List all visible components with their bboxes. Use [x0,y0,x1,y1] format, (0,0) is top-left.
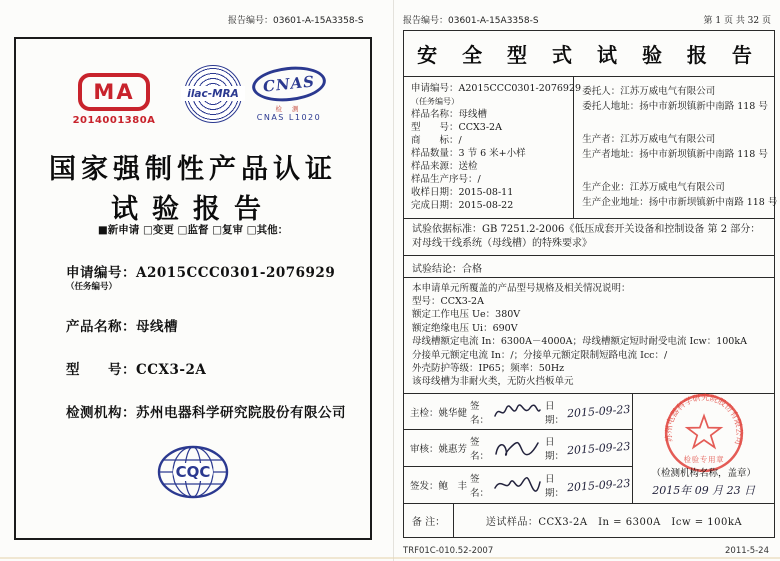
info-apply-no: 申请编号：A2015CCC0301-2076929 [411,82,582,94]
signature-row-approver [404,467,632,503]
info-producer-address: 生产者地址：扬中市新坝镇新中南路 118 号 [582,149,768,161]
seal-date: 2015年 09 月 23 日 [652,484,756,498]
reviewer-signature-icon [492,438,542,458]
tester-date: 2015-09-23 [566,402,631,421]
report-table [403,30,778,538]
report-title: 安 全 型 式 试 验 报 告 [404,31,774,77]
cnas-letters: CNAS [262,72,316,96]
coverage-line: 本申请单元所覆盖的产品型号规格及相关情况说明： [412,282,631,294]
cover-frame [14,37,372,540]
sample-info-section [404,77,778,219]
signature-row-reviewer [404,430,632,467]
date-label: 日期： [545,474,565,500]
date-label: 日期： [545,437,565,463]
info-serial: 样品生产序号：/ [411,174,481,186]
remark-value: 送试样品：CCX3-2A In = 6300A Icw = 100kA [485,517,743,529]
info-quantity: 样品数量：3 节 6 米+小样 [411,148,526,159]
info-sample-name: 样品名称：母线槽 [411,108,488,120]
coverage-section [404,278,774,394]
ilac-band [181,86,245,101]
reviewer-role: 审核：姚惠芳 [410,444,468,456]
cnas-oval-icon [250,63,327,105]
cover-field-product-name: 产品名称：母线槽 [66,319,178,335]
cqc-logo [16,444,370,504]
seal-note: （检测机构名称，盖章） [651,468,756,480]
sample-info-left-column [404,77,582,218]
cover-field-apply-no: 申请编号：A2015CCC0301-2076929 [66,265,336,281]
scan-edge-artifact [0,557,780,559]
form-code: TRF01C-010.52-2007 [403,546,494,556]
cnas-jiance-label: 检 测 [275,105,303,113]
signature-section [404,391,774,505]
date-label: 日期： [545,400,565,426]
info-model: 型 号：CCX3-2A [411,121,502,133]
svg-text:苏州电器科学研究院股份有限公司: 苏州电器科学研究院股份有限公司 [663,391,746,446]
coverage-line: 母线槽额定电流 In：6300A－4000A；母线槽额定短时耐受电流 Icw：100kA [412,336,747,348]
info-factory-address: 生产企业地址：扬中市新坝镇新中南路 118 号 [582,197,778,209]
coverage-line: 额定绝缘电压 Ui：690V [412,322,518,334]
info-client: 委托人：江苏万威电气有限公司 [582,85,716,97]
approver-date: 2015-09-23 [566,476,631,495]
svg-text:检验专用章: 检验专用章 [683,454,725,464]
cnas-logo [248,67,330,122]
cma-letters: MA [93,80,135,104]
cover-field-agency: 检测机构：苏州电器科学研究院股份有限公司 [66,405,346,421]
report-number: 报告编号：03601-A-15A3358-S [403,16,539,26]
coverage-line: 额定工作电压 Ue：380V [412,309,521,321]
signature-row-tester [404,394,632,431]
cover-title-line1: 国家强制性产品认证 [49,154,337,185]
ilac-label: ilac-MRA [187,87,239,100]
agency-seal-icon [661,390,747,476]
tester-signature-icon [492,402,542,422]
signature-rows [404,394,633,504]
info-task-note: （任务编号） [411,96,459,106]
coverage-line: 外壳防护等级：IP65；频率：50Hz [412,362,565,374]
application-type-checkboxes: ■新申请 □变更 □监督 □复审 □其他： [97,224,289,236]
info-client-address: 委托人地址：扬中市新坝镇新中南路 118 号 [582,101,768,113]
page-counter: 第 1 页 共 32 页 [703,16,771,26]
report-page [393,0,780,561]
sign-label: 签名： [470,400,490,426]
cover-report-number: 报告编号：03601-A-15A3358-S [228,16,364,26]
reviewer-date: 2015-09-23 [566,439,631,458]
cnas-lab-number: CNAS L1020 [256,113,322,122]
cma-certificate-number: 2014001380A [72,115,156,126]
approver-signature-icon [492,475,542,495]
cover-field-model: 型 号：CCX3-2A [66,362,207,378]
sign-label: 签名： [470,474,490,500]
cover-field-task-note: （任务编号） [66,282,118,292]
info-finish-date: 完成日期：2015-08-22 [411,200,514,212]
info-trademark: 商 标：/ [411,134,462,146]
remark-label: 备 注： [404,504,454,537]
form-date: 2011-5-24 [725,546,769,556]
coverage-line: 分接单元额定电流 In：/；分接单元额定限制短路电流 Icc：/ [412,349,668,361]
remark-section [404,504,774,537]
seal-cell [633,391,774,504]
info-producer: 生产者：江苏万威电气有限公司 [582,133,716,145]
sign-label: 签名： [470,437,490,463]
cover-title-line2: 试验报告 [111,194,275,225]
test-standard: 试验依据标准：GB 7251.2-2006《低压成套开关设备和控制设备 第 2 部分：对母线干线系统（母线槽）的特殊要求》 [404,219,774,256]
tester-role: 主检：姚华健 [410,407,468,419]
info-source: 样品来源：送检 [411,161,478,173]
svg-text:CQC: CQC [175,463,211,481]
coverage-line: 型号：CCX3-2A [412,295,484,307]
cma-mark-icon [78,73,150,111]
sample-info-right-column [574,77,780,218]
coverage-line: 该母线槽为非耐火类，无防火挡板单元 [412,376,574,388]
approver-role: 签发：鲍 丰 [410,481,468,493]
info-factory: 生产企业：江苏万威电气有限公司 [582,181,725,193]
cma-logo [68,73,160,126]
test-conclusion: 试验结论：合格 [404,256,774,278]
ilac-mra-logo-icon [184,65,242,123]
info-receive-date: 收样日期：2015-08-11 [411,187,514,199]
cqc-globe-icon [156,444,230,500]
